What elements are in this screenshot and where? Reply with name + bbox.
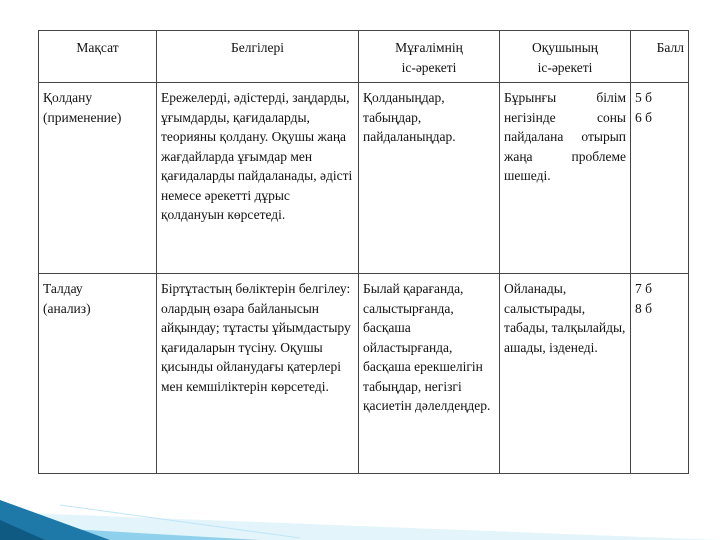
goal-cell: Талдау (анализ) [39,274,157,474]
student-action-cell: Бұрынғы білім негізінде соны пайдалана отырып жаңа проблеме шешеді. [500,83,631,274]
header-score: Балл [631,31,689,83]
teacher-action-cell: Қолданыңдар, табыңдар, пайдаланыңдар. [359,83,500,274]
assessment-table [38,30,689,474]
goal-cell: Қолдану (применение) [39,83,157,274]
header-goal: Мақсат [39,31,157,83]
header-teacher-action: Мұғалімнің іс-әрекеті [359,31,500,83]
score-cell: 5 б 6 б [631,83,689,274]
header-criteria: Белгілері [157,31,359,83]
header-row [39,31,689,83]
header-student-action: Оқушының іс-әрекеті [500,31,631,83]
criteria-cell: Біртұтастың бөліктерін белгілеу: олардың өзара байланысын айқындау; тұтасты ұйымдастыру қағидаларын түсіну. Оқушы қисынды ойланудағы қатерлері мен кемшіліктерін көрсетеді. [157,274,359,474]
score-cell: 7 б 8 б [631,274,689,474]
student-action-cell: Ойланады, салыстырады, табады, талқылайды, ашады, ізденеді. [500,274,631,474]
criteria-cell: Ережелерді, әдістерді, заңдарды, ұғымдарды, қағидаларды, теорияны қолдану. Оқушы жаңа жағдайларда ұғымдар мен қағидаларды пайдаланады, әдісті немесе әрекетті дұрыс қолдануын көрсетеді. [157,83,359,274]
table-row [39,83,689,274]
teacher-action-cell: Былай қарағанда, салыстырғанда, басқаша ойластырғанда, басқаша ерекшелігін табыңдар, негізгі қасиетін дәлелдеңдер. [359,274,500,474]
table-row [39,274,689,474]
